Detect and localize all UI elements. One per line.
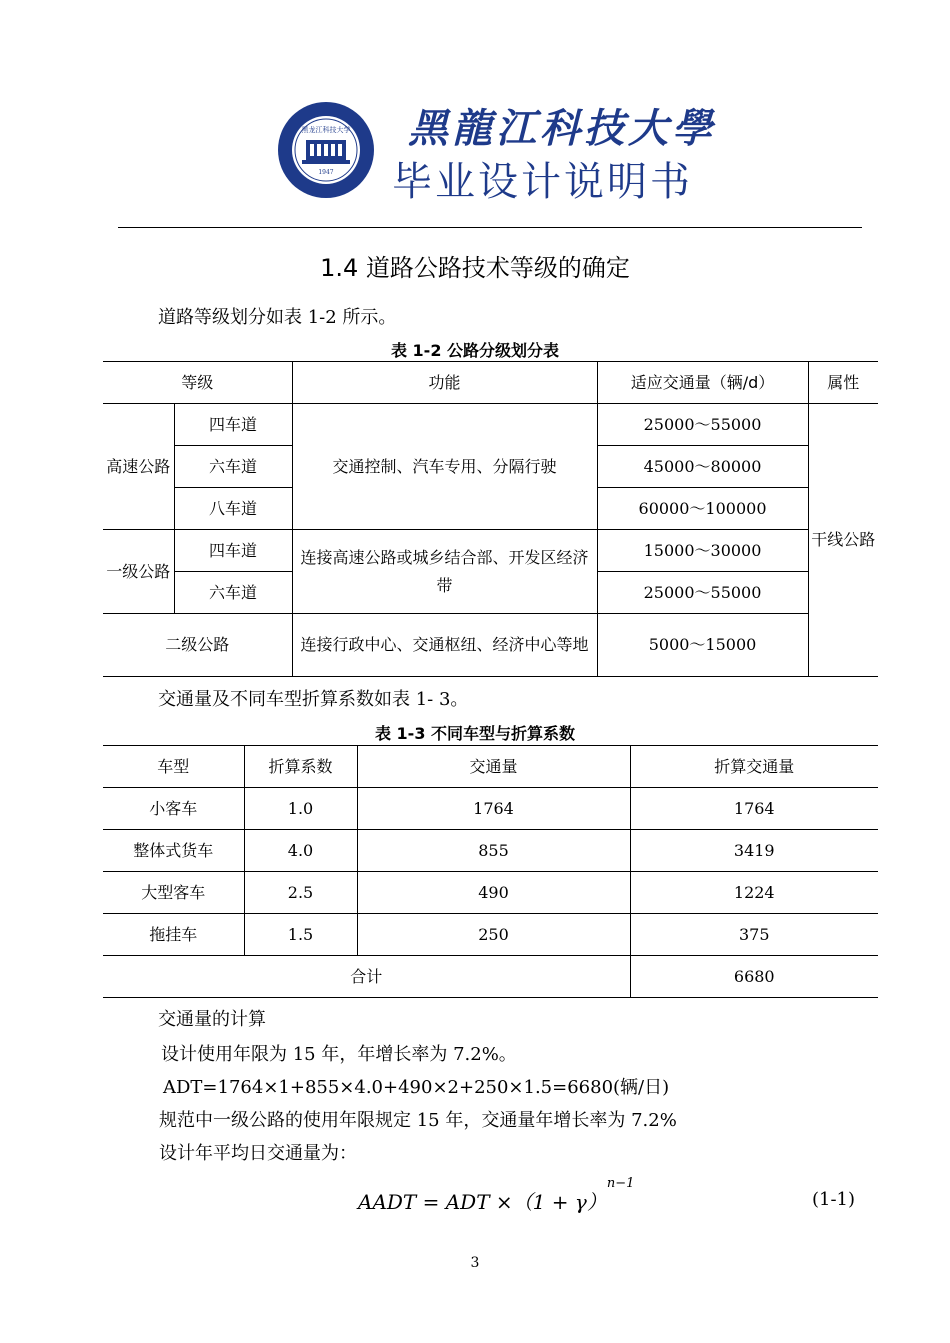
volume-cell: 5000～15000: [597, 614, 808, 677]
header-cell: 等级: [103, 362, 292, 404]
page-number: 3: [470, 1255, 480, 1271]
grade-cell: 高速公路: [103, 404, 174, 530]
volume-cell: 60000～100000: [597, 488, 808, 530]
header-cell: 折算系数: [244, 746, 357, 788]
factor-cell: 2.5: [244, 872, 357, 914]
table-row: [103, 788, 878, 830]
vehicle-type-cell: 拖挂车: [103, 914, 244, 956]
total-value: 6680: [630, 956, 878, 998]
table-row: [103, 830, 878, 872]
vehicle-type-cell: 小客车: [103, 788, 244, 830]
road-grade-table: [103, 361, 878, 677]
header-cell: 折算交通量: [630, 746, 878, 788]
vehicle-type-cell: 整体式货车: [103, 830, 244, 872]
section-title: 1.4 道路公路技术等级的确定: [320, 254, 630, 282]
calc-heading: 交通量的计算: [158, 1009, 266, 1030]
header-cell: 属性: [808, 362, 878, 404]
equation-number: (1-1): [812, 1189, 856, 1210]
grade-cell: 一级公路: [103, 530, 174, 614]
formula-exponent: n−1: [606, 1176, 635, 1192]
university-name: 黑龍江科技大學: [408, 105, 716, 152]
svg-text:黑龙江科技大学: 黑龙江科技大学: [301, 126, 351, 134]
aadt-formula: [358, 1176, 635, 1215]
volume-cell: 855: [357, 830, 630, 872]
converted-cell: 1764: [630, 788, 878, 830]
volume-cell: 490: [357, 872, 630, 914]
adt-equation: ADT=1764×1+855×4.0+490×2+250×1.5=6680(辆/日): [163, 1077, 670, 1098]
table-row: [103, 872, 878, 914]
function-cell: 连接行政中心、交通枢纽、经济中心等地: [292, 614, 597, 677]
lane-cell: 四车道: [174, 530, 292, 572]
converted-cell: 3419: [630, 830, 878, 872]
factor-cell: 1.0: [244, 788, 357, 830]
lane-cell: 六车道: [174, 572, 292, 614]
aadt-intro-line: 设计年平均日交通量为：: [159, 1143, 357, 1164]
intro-paragraph-1: 道路等级划分如表 1-2 所示。: [158, 307, 397, 328]
attribute-cell: 干线公路: [808, 404, 878, 677]
table2-caption: 表 1-3 不同车型与折算系数: [374, 724, 576, 743]
vehicle-type-cell: 大型客车: [103, 872, 244, 914]
volume-cell: 1764: [357, 788, 630, 830]
header-divider: [118, 227, 862, 228]
lane-cell: 六车道: [174, 446, 292, 488]
lane-cell: 八车道: [174, 488, 292, 530]
volume-cell: 250: [357, 914, 630, 956]
header-cell: 交通量: [357, 746, 630, 788]
lane-cell: 四车道: [174, 404, 292, 446]
formula-body: AADT = ADT ×（1 + γ）: [358, 1190, 607, 1214]
table1-caption: 表 1-2 公路分级划分表: [390, 341, 560, 360]
volume-cell: 15000～30000: [597, 530, 808, 572]
total-label: 合计: [103, 956, 630, 998]
university-seal: [276, 100, 376, 200]
design-life-line: 设计使用年限为 15 年，年增长率为 7.2%。: [161, 1044, 517, 1065]
table-row: [103, 914, 878, 956]
volume-cell: 25000～55000: [597, 404, 808, 446]
factor-cell: 4.0: [244, 830, 357, 872]
intro-paragraph-2: 交通量及不同车型折算系数如表 1- 3。: [158, 689, 469, 710]
header-cell: 功能: [292, 362, 597, 404]
grade-cell: 二级公路: [103, 614, 292, 677]
document-type: 毕业设计说明书: [392, 159, 693, 205]
volume-cell: 45000～80000: [597, 446, 808, 488]
spec-line: 规范中一级公路的使用年限规定 15 年，交通量年增长率为 7.2%: [159, 1110, 677, 1131]
converted-cell: 1224: [630, 872, 878, 914]
function-cell: 交通控制、汽车专用、分隔行驶: [292, 404, 597, 530]
factor-cell: 1.5: [244, 914, 357, 956]
function-cell: 连接高速公路或城乡结合部、开发区经济带: [292, 530, 597, 614]
volume-cell: 25000～55000: [597, 572, 808, 614]
total-row: [103, 956, 878, 998]
svg-text:1947: 1947: [318, 169, 334, 176]
header-cell: 车型: [103, 746, 244, 788]
converted-cell: 375: [630, 914, 878, 956]
vehicle-conversion-table: [103, 745, 878, 998]
header-cell: 适应交通量（辆/d）: [597, 362, 808, 404]
